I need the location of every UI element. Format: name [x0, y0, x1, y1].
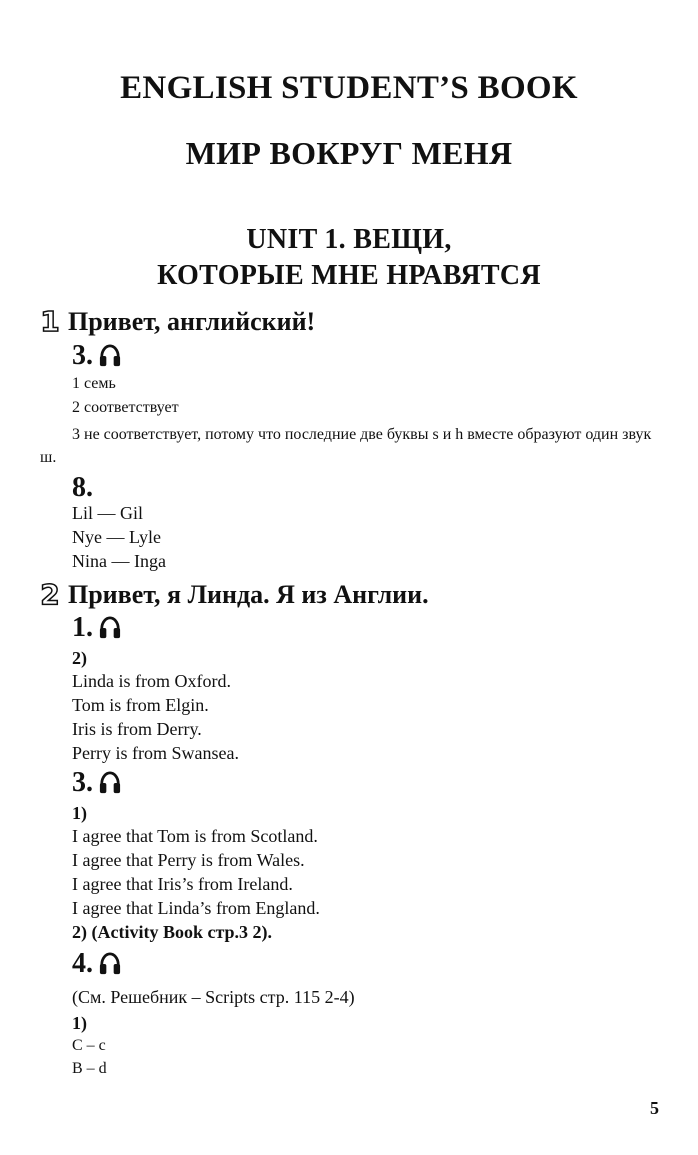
unit-title-line1: UNIT 1. ВЕЩИ,: [246, 224, 452, 255]
exercise-label: 4.: [72, 948, 93, 979]
answer-line: Tom is from Elgin.: [72, 695, 209, 715]
lesson-title: Привет, английский!: [68, 306, 316, 336]
book-title: ENGLISH STUDENT’S BOOK: [120, 70, 578, 106]
answer-line: Nina — Inga: [72, 551, 166, 571]
unit-title: [0, 222, 698, 294]
exercise-1-heading: [72, 612, 121, 644]
sub-label: 1): [72, 1013, 87, 1033]
headphones-icon: [99, 952, 121, 976]
page-number: 5: [650, 1098, 659, 1118]
headphones-icon: [99, 616, 121, 640]
exercise-label: 1.: [72, 612, 93, 643]
unit-title-line2: КОТОРЫЕ МНЕ НРАВЯТСЯ: [157, 260, 541, 291]
lesson-2-heading: [40, 578, 429, 611]
lesson-title: Привет, я Линда. Я из Англии.: [68, 579, 429, 609]
exercise-3-heading: [72, 767, 121, 799]
answer-line: Iris is from Derry.: [72, 719, 202, 739]
answer-line: 1 семь: [72, 375, 116, 392]
answer-line: Perry is from Swansea.: [72, 743, 239, 763]
lesson-number-badge: 2: [40, 578, 60, 611]
exercise-4-heading: [72, 948, 121, 980]
answer-paragraph: 3 не соответствует, потому что последние две буквы s и h вместе образуют один звук ш.: [40, 426, 652, 466]
answer-line: Linda is from Oxford.: [72, 671, 231, 691]
exercise-8-heading: [72, 472, 93, 504]
answer-line: 2 соответствует: [72, 399, 179, 416]
answer-line: Lil — Gil: [72, 503, 143, 523]
answer-line: I agree that Tom is from Scotland.: [72, 826, 318, 846]
exercise-label: 3.: [72, 767, 93, 798]
lesson-1-heading: [40, 305, 315, 338]
exercise-label: 3.: [72, 340, 93, 371]
sub-label: 1): [72, 803, 87, 823]
sub-label: 2): [72, 648, 87, 668]
answer-line: Nye — Lyle: [72, 527, 161, 547]
part-title: МИР ВОКРУГ МЕНЯ: [185, 135, 513, 171]
answer-line: B – d: [72, 1060, 107, 1077]
answer-line: I agree that Perry is from Wales.: [72, 850, 305, 870]
scripts-reference: (См. Решебник – Scripts стр. 115 2-4): [72, 987, 355, 1007]
headphones-icon: [99, 771, 121, 795]
headphones-icon: [99, 344, 121, 368]
lesson-number-badge: 1: [40, 305, 60, 338]
exercise-3-heading: [72, 340, 121, 372]
exercise-label: 8.: [72, 472, 93, 503]
answer-line: I agree that Linda’s from England.: [72, 898, 320, 918]
answer-line: C – c: [72, 1037, 106, 1054]
activity-book-note: 2) (Activity Book стр.3 2).: [72, 922, 273, 942]
answer-line: I agree that Iris’s from Ireland.: [72, 874, 293, 894]
